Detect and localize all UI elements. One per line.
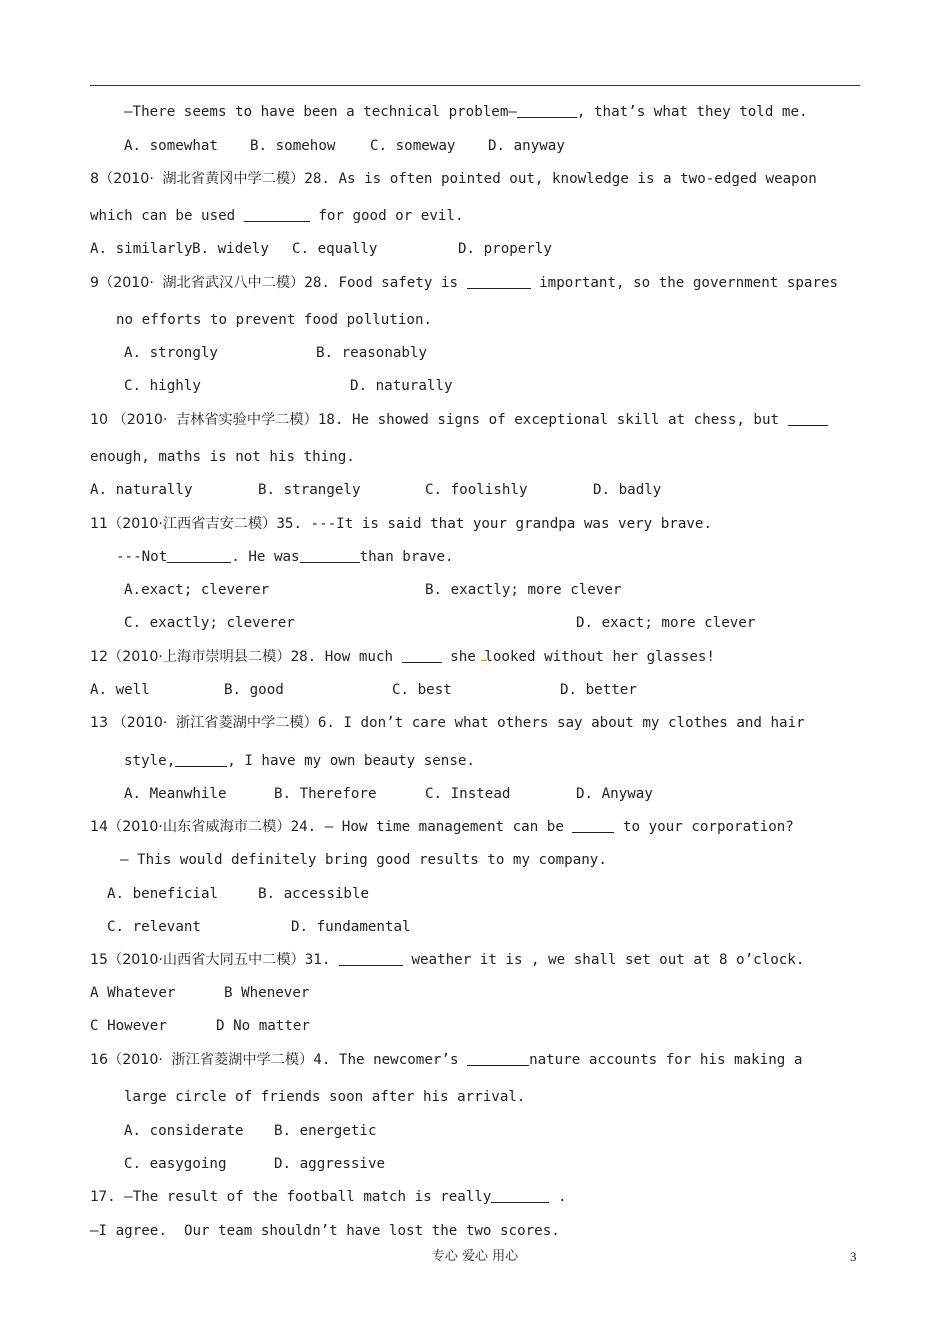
- q13-stem-line2: style, , I have my own beauty sense.: [124, 753, 475, 769]
- q12-option-a: A. well: [90, 682, 150, 698]
- q7-option-c: C. someway: [370, 138, 456, 154]
- answer-blank[interactable]: [402, 648, 442, 663]
- q11-stem: 11（2010·江西省吉安二模）35. ---It is said that your grandpa was very brave.: [90, 516, 712, 532]
- q10-option-c: C. foolishly: [425, 482, 528, 498]
- q14-stem-line2: – This would definitely bring good results to my company.: [120, 852, 607, 868]
- q9-option-d: D. naturally: [350, 378, 453, 394]
- q10-option-a: A. naturally: [90, 482, 193, 498]
- answer-blank[interactable]: [300, 548, 360, 563]
- q11-option-a: A.exact; cleverer: [124, 582, 270, 598]
- q16-option-a: A. considerate: [124, 1123, 244, 1139]
- q16-stem-line2: large circle of friends soon after his arrival.: [124, 1089, 526, 1105]
- header-rule: [90, 85, 860, 86]
- q8-option-b: B. widely: [192, 241, 269, 257]
- q8-option-a: A. similarly: [90, 241, 193, 257]
- q12-option-c: C. best: [392, 682, 452, 698]
- q15-option-c: C However: [90, 1018, 167, 1034]
- q7-option-a: A. somewhat: [124, 138, 218, 154]
- q11-option-b: B. exactly; more clever: [425, 582, 622, 598]
- q8-option-d: D. properly: [458, 241, 552, 257]
- q13-option-c: C. Instead: [425, 786, 511, 802]
- q12-option-d: D. better: [560, 682, 637, 698]
- q11-option-d: D. exact; more clever: [576, 615, 756, 631]
- answer-blank[interactable]: [244, 207, 310, 222]
- answer-blank[interactable]: [572, 818, 614, 833]
- q14-stem: 14（2010·山东省威海市二模）24. – How time management can be to your corporation?: [90, 819, 794, 835]
- answer-blank[interactable]: [339, 951, 403, 966]
- q9-option-c: C. highly: [124, 378, 201, 394]
- answer-blank[interactable]: [167, 548, 231, 563]
- answer-blank[interactable]: [467, 1051, 529, 1066]
- q9-stem-line2: no efforts to prevent food pollution.: [116, 312, 433, 328]
- q10-option-b: B. strangely: [258, 482, 361, 498]
- q15-option-a: A Whatever: [90, 985, 176, 1001]
- answer-blank[interactable]: [517, 103, 577, 118]
- q11-stem-line2: ---Not . He was than brave.: [116, 549, 454, 565]
- q13-stem: 13 （2010· 浙江省菱湖中学二模）6. I don’t care what others say about my clothes and hair: [90, 715, 805, 731]
- q9-option-b: B. reasonably: [316, 345, 428, 361]
- q10-stem: 10 （2010· 吉林省实验中学二模）18. He showed signs of exceptional skill at chess, but: [90, 411, 828, 429]
- q9-stem: 9（2010· 湖北省武汉八中二模）28. Food safety is important, so the government spares: [90, 275, 839, 291]
- q16-option-c: C. easygoing: [124, 1156, 227, 1172]
- q7-option-d: D. anyway: [488, 138, 565, 154]
- q16-stem: 16（2010· 浙江省菱湖中学二模）4. The newcomer’s nature accounts for his making a: [90, 1052, 803, 1068]
- answer-blank[interactable]: [175, 752, 227, 767]
- q14-option-c: C. relevant: [107, 919, 201, 935]
- q14-option-a: A. beneficial: [107, 886, 219, 902]
- q15-option-d: D No matter: [216, 1018, 310, 1034]
- q15-option-b: B Whenever: [224, 985, 310, 1001]
- q16-option-d: D. aggressive: [274, 1156, 386, 1172]
- page-number: 3: [850, 1249, 857, 1264]
- q11-option-c: C. exactly; cleverer: [124, 615, 295, 631]
- q8-stem: 8（2010· 湖北省黄冈中学二模）28. As is often pointed out, knowledge is a two-edged weapon: [90, 171, 817, 187]
- q7-option-b: B. somehow: [250, 138, 336, 154]
- q7-stem: —There seems to have been a technical problem— , that’s what they told me.: [124, 104, 808, 120]
- q10-option-d: D. badly: [593, 482, 662, 498]
- q13-option-b: B. Therefore: [274, 786, 377, 802]
- q10-stem-line2: enough, maths is not his thing.: [90, 449, 355, 465]
- q8-stem-line2: which can be used for good or evil.: [90, 208, 464, 224]
- q13-option-a: A. Meanwhile: [124, 786, 227, 802]
- q16-option-b: B. energetic: [274, 1123, 377, 1139]
- q12-option-b: B. good: [224, 682, 284, 698]
- q15-stem: 15（2010·山西省大同五中二模）31. weather it is , we shall set out at 8 o’clock.: [90, 952, 805, 968]
- q14-option-d: D. fundamental: [291, 919, 411, 935]
- page-footer: 专心 爱心 用心: [431, 1249, 519, 1264]
- answer-blank[interactable]: [788, 411, 828, 426]
- answer-blank[interactable]: [491, 1188, 549, 1203]
- q8-option-c: C. equally: [292, 241, 378, 257]
- q17-stem-line2: —I agree. Our team shouldn’t have lost the two scores.: [90, 1223, 560, 1239]
- q14-option-b: B. accessible: [258, 886, 370, 902]
- q17-stem: 17. —The result of the football match is really .: [90, 1189, 567, 1205]
- answer-blank[interactable]: [467, 274, 531, 289]
- q13-option-d: D. Anyway: [576, 786, 653, 802]
- q12-stem: 12（2010·上海市崇明县二模）28. How much she looked without her glasses!: [90, 649, 715, 665]
- q9-option-a: A. strongly: [124, 345, 218, 361]
